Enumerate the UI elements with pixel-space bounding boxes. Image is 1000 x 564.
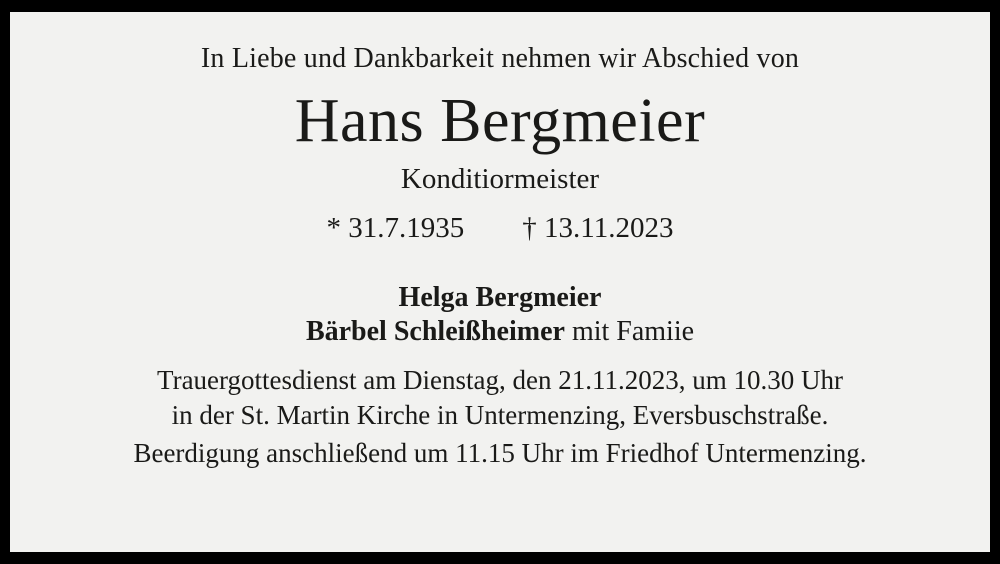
obituary-card [10, 12, 990, 552]
deceased-name: Hans Bergmeier [294, 86, 706, 155]
service-details [133, 363, 866, 471]
service-line-1: Trauergottesdienst am Dienstag, den 21.11.2023, um 10.30 Uhr [157, 365, 843, 396]
profession-text: Konditiormeister [400, 162, 600, 195]
survivor-suffix: mit Famiie [564, 315, 695, 347]
birth-date: * 31.7.1935 [326, 211, 465, 244]
survivor-line [306, 315, 694, 349]
intro-text: In Liebe und Dankbarkeit nehmen wir Abschied von [200, 43, 800, 74]
survivor-line [306, 281, 694, 315]
service-line-2: in der St. Martin Kirche in Untermenzing, Eversbuschstraße. [171, 400, 829, 431]
survivor-name: Bärbel Schleißheimer [305, 315, 565, 347]
survivor-name: Helga Bergmeier [398, 281, 602, 313]
service-line-3: Beerdigung anschließend um 11.15 Uhr im Friedhof Untermenzing. [133, 438, 867, 469]
survivors-block [306, 281, 694, 349]
death-date: † 13.11.2023 [522, 211, 674, 244]
life-dates [327, 212, 674, 245]
